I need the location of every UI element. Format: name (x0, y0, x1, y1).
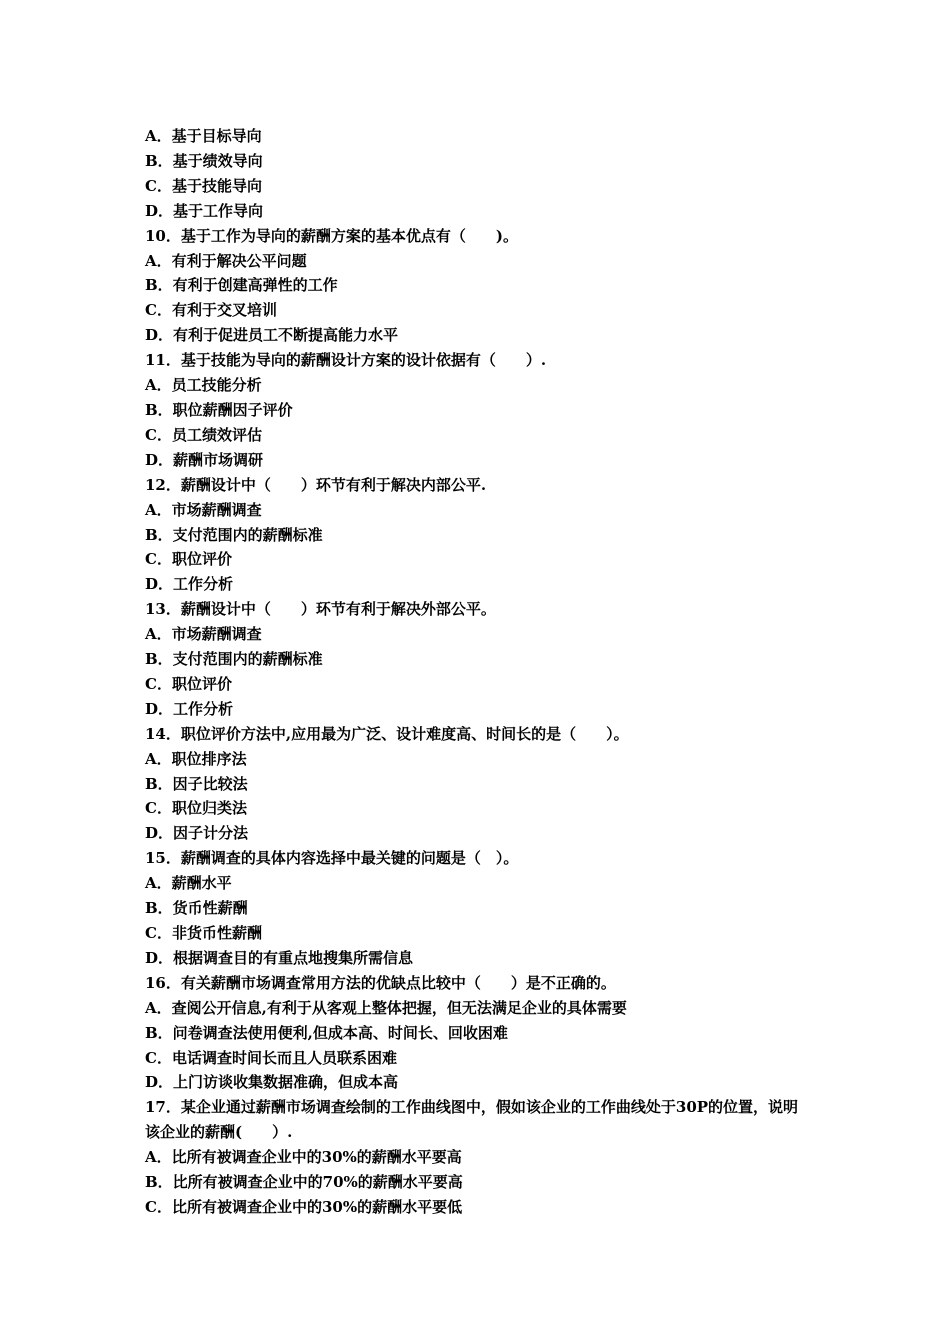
question-10: 10．基于工作为导向的薪酬方案的基本优点有（ )。 (145, 226, 518, 245)
option-a: A．查阅公开信息,有利于从客观上整体把握，但无法满足企业的具体需要 (145, 998, 627, 1017)
option-a: A．职位排序法 (145, 749, 247, 768)
option-a: A．员工技能分析 (145, 376, 262, 395)
question-17: 17．某企业通过薪酬市场调查绘制的工作曲线图中，假如该企业的工作曲线处于30P的位置，说明该企业的薪酬( ）. (145, 1098, 799, 1142)
option-c: C．电话调查时间长而且人员联系困难 (145, 1048, 397, 1067)
option-c: C．职位归类法 (145, 799, 247, 818)
option-c: C．有利于交叉培训 (145, 301, 277, 320)
option-c: C．非货币性薪酬 (145, 924, 262, 942)
option-d: D．根据调查目的有重点地搜集所需信息 (145, 948, 414, 967)
option-b: B．货币性薪酬 (145, 899, 248, 918)
option-b: B．有利于创建高弹性的工作 (145, 276, 338, 295)
option-c: C．比所有被调查企业中的30%的薪酬水平要低 (145, 1197, 463, 1216)
question-list (145, 124, 813, 1220)
question-15: 15．薪酬调查的具体内容选择中最关键的问题是（ ）。 (145, 849, 519, 868)
option-b: B．职位薪酬因子评价 (145, 400, 293, 419)
option-d: D．工作分析 (145, 699, 234, 718)
option-b: B．支付范围内的薪酬标准 (145, 650, 323, 669)
option-a: A．市场薪酬调查 (145, 500, 262, 519)
option-b: B．比所有被调查企业中的70%的薪酬水平要高 (145, 1173, 463, 1192)
option-d: D．工作分析 (145, 575, 234, 594)
option-d: D．因子计分法 (145, 824, 249, 843)
option-a: A．基于目标导向 (145, 127, 262, 145)
option-c: C．员工绩效评估 (145, 425, 262, 444)
question-12: 12．薪酬设计中（ ）环节有利于解决内部公平. (145, 475, 487, 494)
question-14: 14．职位评价方法中,应用最为广泛、设计难度高、时间长的是（ ）。 (145, 724, 629, 743)
option-a: A．有利于解决公平问题 (145, 251, 307, 270)
question-16: 16．有关薪酬市场调查常用方法的优缺点比较中（ ）是不正确的。 (145, 973, 616, 992)
option-b: B．问卷调查法使用便利,但成本高、时间长、回收困难 (145, 1023, 508, 1042)
option-c: C．基于技能导向 (145, 176, 262, 195)
option-d: D．有利于促进员工不断提高能力水平 (145, 326, 399, 345)
option-d: D．上门访谈收集数据准确，但成本高 (145, 1073, 399, 1092)
question-11: 11．基于技能为导向的薪酬设计方案的设计依据有（ ）. (145, 351, 547, 370)
option-b: B．基于绩效导向 (145, 151, 263, 170)
option-b: B．因子比较法 (145, 774, 248, 793)
option-d: D．薪酬市场调研 (145, 450, 264, 469)
option-d: D．基于工作导向 (145, 201, 264, 220)
option-c: C．职位评价 (145, 550, 232, 569)
option-a: A．比所有被调查企业中的30%的薪酬水平要高 (145, 1148, 462, 1167)
option-a: A．薪酬水平 (145, 874, 232, 893)
option-b: B．支付范围内的薪酬标准 (145, 525, 323, 544)
option-a: A．市场薪酬调查 (145, 625, 262, 644)
question-13: 13．薪酬设计中（ ）环节有利于解决外部公平。 (145, 600, 496, 619)
option-c: C．职位评价 (145, 674, 232, 693)
